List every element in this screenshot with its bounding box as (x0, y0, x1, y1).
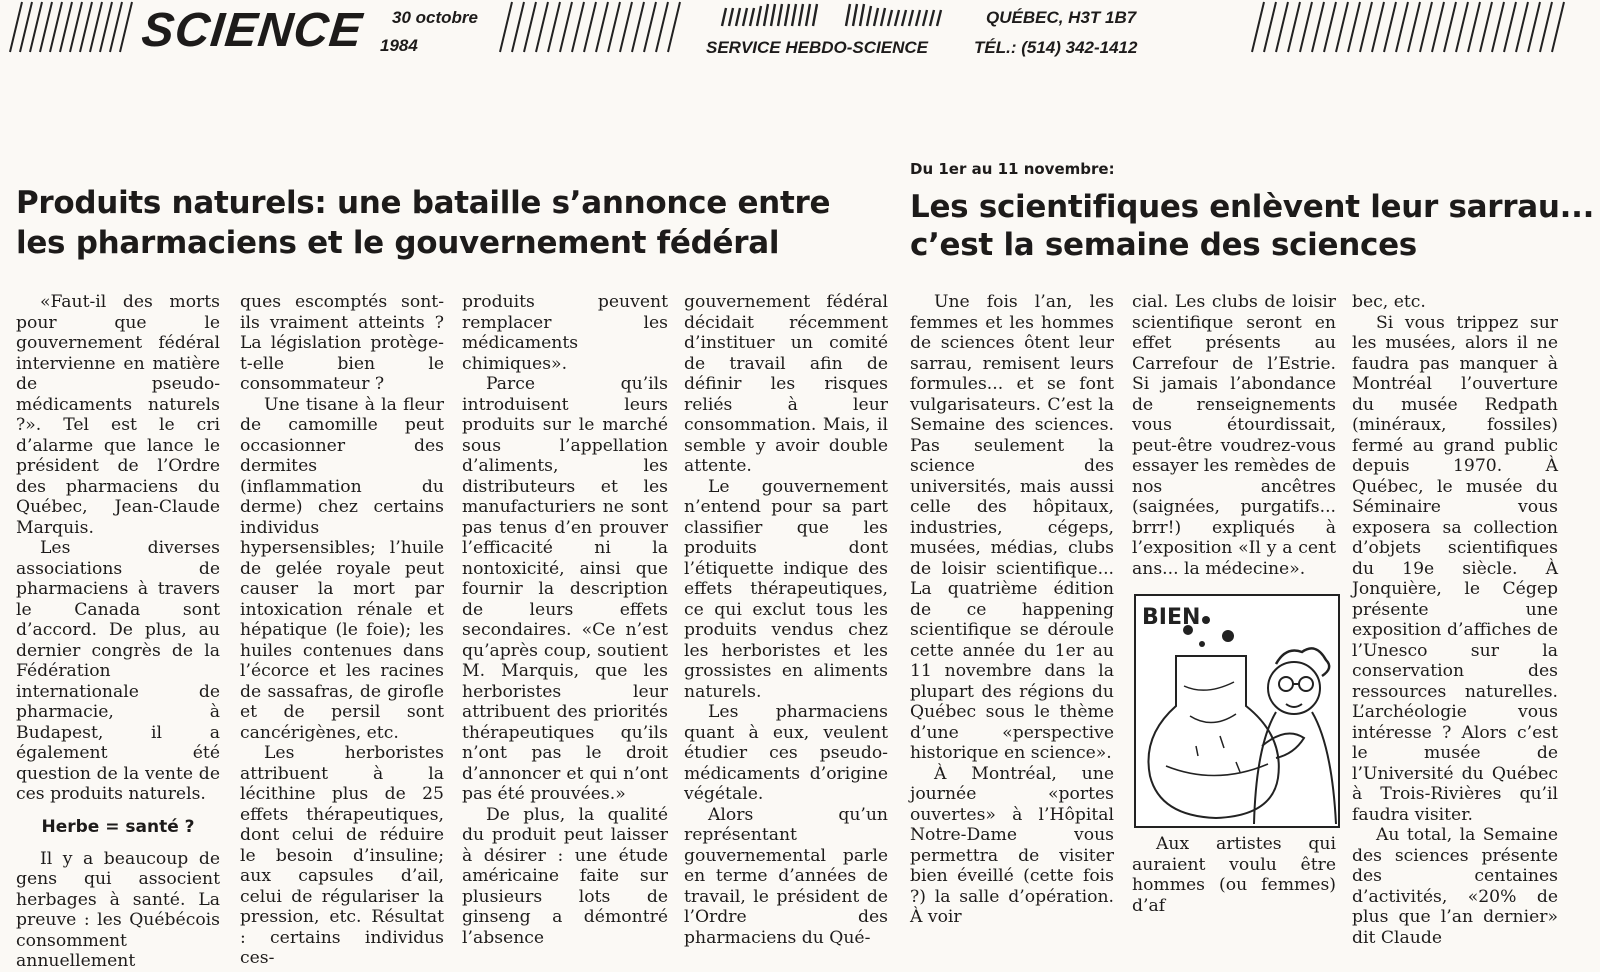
article2-column-3 (1352, 292, 1558, 948)
paragraph: cial. Les clubs de loisir scientifique seront en effet présents au Carrefour de l’Estrie. Si jamais l’abondance de renseignements vous étourdissait, peut-être voudrez-vous essayer les remèdes de nos ancêtres (saignées, purgatifs... brrr!) expliqués à l’exposition «Il y a cent ans... la médecine». (1132, 292, 1336, 579)
article1-column-3 (462, 292, 668, 948)
service-name: SERVICE HEBDO-SCIENCE (706, 38, 928, 57)
paragraph: À Montréal, une journée «portes ouvertes» à l’Hôpital Notre-Dame vous permettra de visiter bien éveillé (cette fois ?) la salle d’opération. À voir (910, 763, 1114, 927)
paragraph: Il y a beaucoup de gens qui associent herbages à santé. La preuve : les Québécois consomment annuellement (16, 848, 220, 971)
section-title: SCIENCE (139, 4, 366, 57)
cartoon-illustration (1134, 594, 1340, 828)
paragraph: Le gouvernement n’entend pour sa part classifier que les produits dont l’étiquette indique des effets thérapeutiques, ce qui exclut tous les produits vendus chez les herboristes et les grossistes en aliments naturels. (684, 476, 888, 702)
phone-number: TÉL.: (514) 342-1412 (974, 38, 1138, 57)
paragraph: Une tisane à la fleur de camomille peut occasionner des dermites (inflammation du derme) chez certains individus hypersensibles; l’huile de gelée royale peut causer la mort par intoxication rénale et hépatique (le foie); les huiles contenues dans l’écorce et les racines de sassafras, de girofle et de persil sont cancérigènes, etc. (240, 394, 444, 743)
paragraph: De plus, la qualité du produit peut laisser à désirer : une étude américaine faite sur plusieurs lots de ginseng a démontré l’absence (462, 804, 668, 948)
paragraph: Au total, la Semaine des sciences présente des centaines d’activités, «20% de plus que l’an dernier» dit Claude (1352, 825, 1558, 948)
article1-column-2 (240, 292, 444, 968)
paragraph: «Faut-il des morts pour que le gouvernement fédéral intervienne en matière de pseudo-médicaments naturels ?». Tel est le cri d’alarme que lance le président de l’Ordre des pharmaciens du Québec, Jean-Claude Marquis. (16, 292, 220, 538)
issue-date-year: 1984 (380, 36, 418, 55)
paragraph: ques escomptés sont-ils vraiment atteints ? La législation protège-t-elle bien le consommateur ? (240, 292, 444, 394)
cartoon-caption-text: BIEN (1142, 605, 1201, 630)
address-city: QUÉBEC, H3T 1B7 (986, 8, 1137, 27)
paragraph: Parce qu’ils introduisent leurs produits sur le marché sous l’appellation d’aliments, les distributeurs et les manufacturiers ne sont pas tenus d’en prouver l’efficacité ni la nontoxicité, ainsi que fournir la description de leurs effets secondaires. «Ce n’est qu’après coup, soutient M. Marquis, que les herboristes leur attribuent des priorités thérapeutiques qu’ils n’ont pas le droit d’annoncer et qui n’ont pas été prouvées.» (462, 374, 668, 804)
article2-kicker: Du 1er au 11 novembre: (910, 160, 1115, 178)
article2-headline-line2: c’est la semaine des sciences (910, 227, 1417, 263)
subheading: Herbe = santé ? (41, 816, 195, 837)
paragraph: gouvernement fédéral décidait récemment d’instituer un comité de travail afin de définir les risques reliés à leur consommation. Mais, il semble y avoir double attente. (684, 292, 888, 476)
issue-date-day: 30 octobre (392, 8, 478, 27)
paragraph: Les herboristes attribuent à la lécithine plus de 25 effets thérapeutiques, dont celui de réduire le besoin d’insuline; aux capsules d’ail, celui de régulariser la pression, etc. Résultat : certains individus ces- (240, 743, 444, 968)
article2-column-2-top (1132, 292, 1336, 592)
masthead-hatch-right (1250, 0, 1572, 54)
article1-column-1 (16, 292, 220, 971)
paragraph: Les diverses associations de pharmaciens à travers le Canada sont d’accord. De plus, au dernier congrès de la Fédération internationale de pharmacie, à Budapest, il a également été question de la vente de ces produits naturels. (16, 538, 220, 804)
paragraph: produits peuvent remplacer les médicaments chimiques». (462, 292, 668, 374)
article2-column-2-bottom (1132, 834, 1336, 916)
masthead-hatch-small (718, 2, 958, 28)
article2-headline-line1: Les scientifiques enlèvent leur sarrau... (910, 189, 1595, 225)
masthead-hatch-left (0, 0, 132, 54)
paragraph: Aux artistes qui auraient voulu être hommes (ou femmes) d’af (1132, 834, 1336, 916)
article1-headline-line2: les pharmaciens et le gouvernement fédéral (16, 225, 780, 261)
article1-column-4 (684, 292, 888, 948)
masthead-hatch-center (496, 0, 692, 54)
paragraph: Les pharmaciens quant à eux, veulent étudier ces pseudo-médicaments d’origine végétale. (684, 702, 888, 804)
article2-column-1 (910, 292, 1114, 927)
paragraph: Alors qu’un représentant gouvernemental parle en terme d’années de travail, le président de l’Ordre des pharmaciens du Qué- (684, 804, 888, 948)
paragraph: bec, etc. (1352, 292, 1426, 312)
article1-headline-line1: Produits naturels: une bataille s’annonce entre (16, 185, 831, 221)
paragraph: Une fois l’an, les femmes et les hommes de sciences ôtent leur sarrau, remisent leurs formules... et se font vulgarisateurs. C’est la Semaine des sciences. Pas seulement la science des universités, mais aussi celle des hôpitaux, industries, cégeps, musées, médias, clubs de loisir scientifique... La quatrième édition de ce happening scientifique se déroule cette année du 1er au 11 novembre dans la plupart des régions du Québec sous le thème d’une «perspective historique en science». (910, 292, 1114, 763)
paragraph: Si vous trippez sur les musées, alors il ne faudra pas manquer à Montréal l’ouverture du musée Redpath (minéraux, fossiles) fermé au grand public depuis 1970. À Québec, le musée du Séminaire vous exposera sa collection d’objets scientifiques du 19e siècle. À Jonquière, le Cégep présente une exposition d’affiches de l’Unesco sur la conservation des ressources naturelles. L’archéologie vous intéresse ? Alors c’est le musée de l’Université du Québec à Trois-Rivières qu’il faudra visiter. (1352, 312, 1558, 825)
